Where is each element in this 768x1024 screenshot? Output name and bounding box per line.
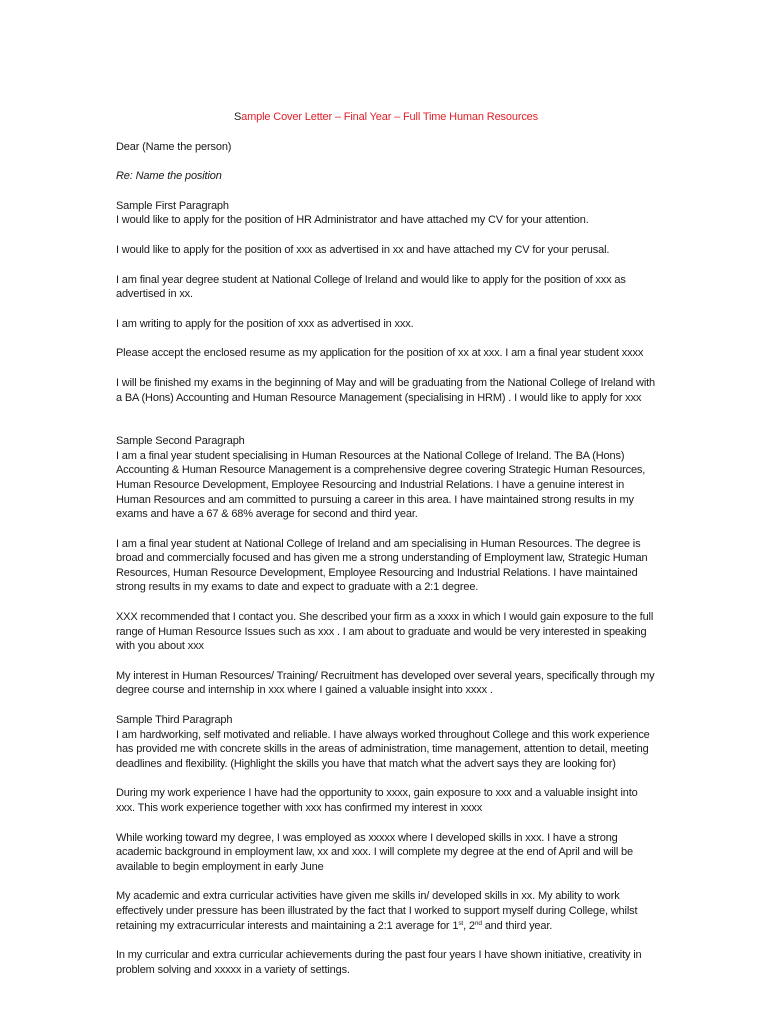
salutation: Dear (Name the person) [116,140,232,153]
ordinal-first: st [458,919,464,927]
academic-text-after: and third year. [481,919,553,932]
third-paragraph-heading: Sample Third Paragraph [116,714,233,727]
paragraph: I am a final year student at National College of Ireland and am specialising in Human Resources. The degree is broad and commercially focused and has given me a strong understanding of Employment law, Strategic Human Resources, Human Resource Development, Employee Resourcing and Industrial Relations. I have maintained strong results in my exams to date and expect to graduate with a 2:1 degree. [116,537,648,594]
final-paragraph: In my curricular and extra curricular achievements during the past four years I have shown initiative, creativity in problem solving and xxxxx in a variety of settings. [116,949,642,976]
paragraph: Please accept the enclosed resume as my application for the position of xx at xxx. I am a final year student xxxx [116,347,644,360]
paragraph: I am a final year student specialising in Human Resources at the National College of Ireland. The BA (Hons) Accounting & Human Resource Management is a comprehensive degree covering Strategic Human Resources, Human Resource Development, Employee Resourcing and Industrial Relations. I have a genuine interest in Human Resources and am committed to pursuing a career in this area. I have maintained strong results in my exams and have a 67 & 68% average for second and third year. [116,449,646,521]
paragraph: My interest in Human Resources/ Training/ Recruitment has developed over several years, specifically through my degree course and internship in xxx where I gained a valuable insight into xxxx . [116,669,655,697]
first-paragraph-heading: Sample First Paragraph [116,199,229,212]
paragraph: XXX recommended that I contact you. She described your firm as a xxxx in which I would gain exposure to the full range of Human Resource Issues such as xxx . I am about to graduate and would be very interested in speaking with you about xxx [116,611,654,653]
title-text: ample Cover Letter – Final Year – Full Time Human Resources [241,111,539,123]
paragraph: While working toward my degree, I was employed as xxxxx where I developed skills in xxx. I have a strong academic background in employment law, xx and xxx. I will complete my degree at the end of April and will be available to begin employment in early June [116,831,633,873]
second-paragraph-heading: Sample Second Paragraph [116,435,245,448]
paragraph: I am writing to apply for the position of xxx as advertised in xxx. [116,317,414,330]
academic-text-middle: , 2 [463,919,475,932]
paragraph: I would like to apply for the position of HR Administrator and have attached my CV for your attention. [116,214,589,227]
title-first-letter: S [233,111,242,123]
re-line: Re: Name the position [116,170,222,183]
paragraph: I would like to apply for the position of xxx as advertised in xx and have attached my CV for your perusal. [116,243,610,256]
paragraph: I am final year degree student at National College of Ireland and would like to apply for the position of xxx as advertised in xx. [116,273,626,301]
ordinal-second: nd [474,919,482,927]
paragraph: I will be finished my exams in the beginning of May and will be graduating from the National College of Ireland with a BA (Hons) Accounting and Human Resource Management (specialising in HRM) . I would like to apply for xxx [116,376,656,404]
paragraph: I am hardworking, self motivated and reliable. I have always worked throughout College and this work experience has provided me with concrete skills in the areas of administration, time management, attention to detail, meeting deadlines and flexibility. (Highlight the skills you have that match what the advert says they are looking for) [116,728,650,770]
paragraph: During my work experience I have had the opportunity to xxxx, gain exposure to xxx and a valuable insight into xxx. This work experience together with xxx has confirmed my interest in xxxx [116,787,638,814]
cover-letter-body [116,110,656,992]
academic-paragraph [116,889,656,933]
document-title [116,110,656,125]
academic-text-before: My academic and extra curricular activities have given me skills in/ developed skills in xx. My ability to work effectively under pressure has been illustrated by the fact that I worked to support myself during College, whilst retaining my extracurricular interests and maintaining a 2:1 average for 1 [116,890,638,932]
